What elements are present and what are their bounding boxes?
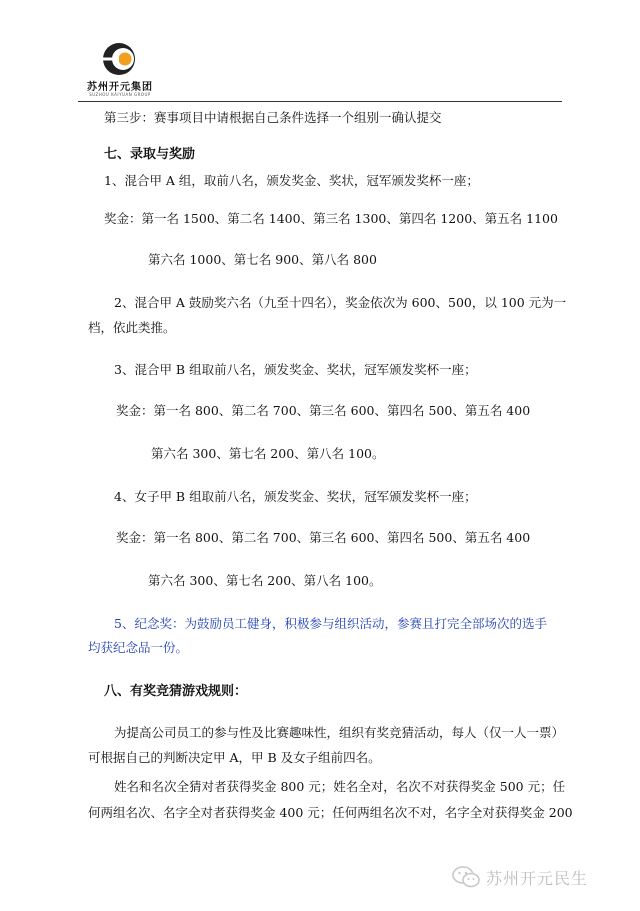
prize-rule-2-line1: 2、混合甲 A 鼓励奖六名（九至十四名），奖金依次为 600、500，以 100 元为一 [114,295,567,310]
prize-amounts-3a: 奖金：第一名 800、第二名 700、第三名 600、第四名 500、第五名 400 [116,403,531,418]
prize-amounts-1b: 第六名 1000、第七名 900、第八名 800 [148,252,377,267]
quiz-rule-1-line2: 可根据自己的判断决定甲 A，甲 B 及女子组前四名。 [88,750,381,765]
logo-text: 苏州开元集团 [87,82,153,93]
souvenir-prize-line2: 均获纪念品一份。 [88,640,189,655]
section7-title: 七、录取与奖励 [104,147,196,162]
section8-title: 八、有奖竞猜游戏规则： [104,684,248,699]
header-divider [78,101,562,102]
prize-amounts-4b: 第六名 300、第七名 200、第八名 100。 [148,573,382,588]
wechat-icon [452,866,480,888]
prize-rule-3: 3、混合甲 B 组取前八名，颁发奖金、奖状，冠军颁发奖杯一座； [114,362,477,377]
prize-rule-1: 1、混合甲 A 组，取前八名，颁发奖金、奖状，冠军颁发奖杯一座； [104,173,479,188]
quiz-rule-2-line1: 姓名和名次全猜对者获得奖金 800 元；姓名全对，名次不对获得奖金 500 元；任 [114,779,566,794]
prize-amounts-4a: 奖金：第一名 800、第二名 700、第三名 600、第四名 500、第五名 400 [116,530,531,545]
watermark-text: 苏州开元民生 [486,868,589,888]
prize-amounts-1a: 奖金：第一名 1500、第二名 1400、第三名 1300、第四名 1200、第五名 1100 [104,211,558,226]
souvenir-prize-line1: 5、纪念奖：为鼓励员工健身，积极参与组织活动，参赛且打完全部场次的选手 [114,616,547,631]
step3-text: 第三步：赛事项目中请根据自己条件选择一个组别一确认提交 [104,110,442,125]
quiz-rule-1-line1: 为提高公司员工的参与性及比赛趣味性，组织有奖竞猜活动，每人（仅一人一票） [114,725,565,740]
quiz-rule-2-line2: 何两组名次、名字全对者获得奖金 400 元；任何两组名次不对，名字全对获得奖金 200 [88,805,573,820]
logo-subtext: SUZHOU KAIYUAN GROUP [89,92,151,97]
prize-rule-4: 4、女子甲 B 组取前八名，颁发奖金、奖状，冠军颁发奖杯一座； [114,489,477,504]
prize-amounts-3b: 第六名 300、第七名 200、第八名 100。 [151,446,385,461]
kaiyuan-logo-icon [102,42,136,76]
prize-rule-2-line2: 档，依此类推。 [88,320,176,335]
company-logo [84,42,156,98]
wechat-watermark [452,862,588,892]
